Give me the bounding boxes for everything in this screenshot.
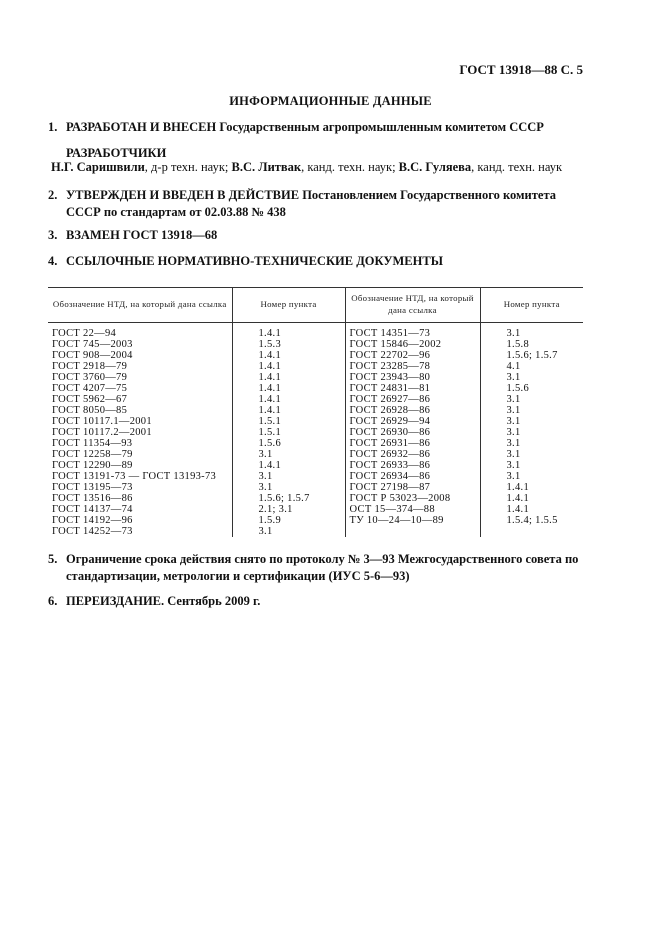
table-cell: 1.4.1 — [232, 323, 345, 340]
table-cell: 2.1; 3.1 — [232, 504, 345, 515]
table-cell: ГОСТ 11354—93 — [52, 438, 133, 449]
table-row — [48, 493, 583, 504]
section-lead: РАЗРАБОТАН И ВНЕСЕН — [66, 120, 217, 134]
developer-name: Н.Г. Саришвили — [51, 160, 145, 174]
section-text: ССЫЛОЧНЫЕ НОРМАТИВНО-ТЕХНИЧЕСКИЕ ДОКУМЕНТЫ — [66, 254, 443, 268]
table-row — [48, 526, 583, 537]
table-row — [48, 449, 583, 460]
table-cell: ГОСТ 745—2003 — [52, 339, 133, 350]
section-1 — [48, 119, 588, 136]
table-cell: ГОСТ 22—94 — [52, 328, 117, 339]
table-cell: ГОСТ 908—2004 — [52, 350, 133, 361]
table-cell: ГОСТ 15846—2002 — [345, 339, 480, 350]
section-text: Ограничение срока действия снято по протоколу № 3—93 Межгосударственного совета по стандартизации, метрологии и сертификации (ИУС 5-6—93) — [66, 552, 579, 583]
table-cell: ГОСТ 26928—86 — [345, 405, 480, 416]
section-text: ПЕРЕИЗДАНИЕ. Сентябрь 2009 г. — [66, 594, 261, 608]
section-number: 6. — [48, 594, 58, 608]
table-cell: ГОСТ 5962—67 — [52, 394, 128, 405]
developers-list — [51, 160, 562, 175]
developer-role: , канд. техн. наук; — [301, 160, 399, 174]
table-cell: 1.4.1 — [480, 482, 583, 493]
table-cell: ГОСТ 26934—86 — [345, 471, 480, 482]
references-table — [48, 287, 583, 537]
table-cell: ГОСТ Р 53023—2008 — [345, 493, 480, 504]
table-cell: 1.5.6 — [480, 383, 583, 394]
table-row — [48, 361, 583, 372]
table-cell: ГОСТ 22702—96 — [345, 350, 480, 361]
table-cell: ГОСТ 26927—86 — [345, 394, 480, 405]
column-header: Номер пункта — [480, 288, 583, 323]
table-cell: ГОСТ 27198—87 — [345, 482, 480, 493]
table-cell: ГОСТ 12258—79 — [52, 449, 133, 460]
table-cell: ГОСТ 3760—79 — [52, 372, 128, 383]
table-cell: 1.5.9 — [232, 515, 345, 526]
table-cell: ГОСТ 14252—73 — [52, 526, 133, 537]
section-text: ВЗАМЕН ГОСТ 13918—68 — [66, 228, 218, 242]
table-cell — [480, 526, 583, 537]
table-row — [48, 372, 583, 383]
table-cell: ГОСТ 2918—79 — [52, 361, 128, 372]
table-cell: 1.4.1 — [232, 350, 345, 361]
section-6 — [48, 593, 588, 610]
table-row — [48, 405, 583, 416]
developers-heading: РАЗРАБОТЧИКИ — [66, 146, 167, 160]
table-row — [48, 515, 583, 526]
table-cell: ГОСТ 13195—73 — [52, 482, 133, 493]
table-row — [48, 460, 583, 471]
table-row — [48, 339, 583, 350]
column-header: Обозначение НТД, на который дана ссылка — [52, 299, 227, 309]
table-header-row — [48, 288, 583, 323]
table-cell: ГОСТ 26931—86 — [345, 438, 480, 449]
section-number: 3. — [48, 228, 58, 242]
table-row — [48, 471, 583, 482]
table-cell: 3.1 — [480, 427, 583, 438]
table-cell: ГОСТ 26930—86 — [345, 427, 480, 438]
table-cell: 1.5.1 — [232, 416, 345, 427]
table-body — [48, 323, 583, 538]
developer-name: В.С. Гуляева — [398, 160, 472, 174]
table-row — [48, 427, 583, 438]
table-cell: 1.4.1 — [232, 372, 345, 383]
section-text: Государственным агропромышленным комитетом СССР — [216, 120, 544, 134]
table-cell: 1.5.6; 1.5.7 — [232, 493, 345, 504]
page-title: ИНФОРМАЦИОННЫЕ ДАННЫЕ — [229, 94, 432, 108]
table-cell: ГОСТ 23285—78 — [345, 361, 480, 372]
table-cell — [345, 526, 480, 537]
table-cell: ОСТ 15—374—88 — [345, 504, 480, 515]
developer-role: , канд. техн. наук — [471, 160, 563, 174]
table-cell: 3.1 — [232, 449, 345, 460]
table-row — [48, 394, 583, 405]
table-cell: ГОСТ 26929—94 — [345, 416, 480, 427]
table-cell: 1.5.4; 1.5.5 — [480, 515, 583, 526]
table-cell: 3.1 — [480, 449, 583, 460]
table-cell: 1.4.1 — [232, 405, 345, 416]
developer-role: , д-р техн. наук; — [144, 160, 232, 174]
table-cell: 1.5.6 — [232, 438, 345, 449]
table-cell: 1.5.1 — [232, 427, 345, 438]
table-cell: 1.4.1 — [480, 504, 583, 515]
section-4 — [48, 253, 588, 270]
table-cell: 3.1 — [480, 372, 583, 383]
table-cell: ГОСТ 24831—81 — [345, 383, 480, 394]
table-cell: 3.1 — [232, 471, 345, 482]
table-cell: ГОСТ 14137—74 — [52, 504, 133, 515]
table-cell: 1.5.3 — [232, 339, 345, 350]
table-cell: ГОСТ 14192—96 — [52, 515, 133, 526]
table-row — [48, 504, 583, 515]
table-cell: ТУ 10—24—10—89 — [345, 515, 480, 526]
table-cell: 1.5.8 — [480, 339, 583, 350]
section-number: 5. — [48, 552, 58, 566]
table-cell: 1.5.6; 1.5.7 — [480, 350, 583, 361]
column-header: Номер пункта — [232, 288, 345, 323]
table-cell: 1.4.1 — [232, 383, 345, 394]
table-cell: 1.4.1 — [480, 493, 583, 504]
table-row — [48, 383, 583, 394]
table-cell: ГОСТ 26933—86 — [345, 460, 480, 471]
table-cell: 3.1 — [480, 460, 583, 471]
table-cell: ГОСТ 14351—73 — [345, 323, 480, 340]
table-row — [48, 416, 583, 427]
table-cell: ГОСТ 12290—89 — [52, 460, 133, 471]
table-cell: 3.1 — [480, 405, 583, 416]
section-number: 4. — [48, 254, 58, 268]
table-row — [48, 323, 583, 340]
table-cell: 3.1 — [480, 471, 583, 482]
section-text: Постановлением Государственного комитета СССР по стандартам от 02.03.88 № 438 — [66, 188, 556, 219]
section-number: 2. — [48, 188, 58, 202]
table-cell: 1.4.1 — [232, 361, 345, 372]
section-5 — [48, 551, 588, 585]
table-cell: ГОСТ 13516—86 — [52, 493, 133, 504]
table-cell: ГОСТ 26932—86 — [345, 449, 480, 460]
table-cell: ГОСТ 10117.2—2001 — [52, 427, 152, 438]
table-row — [48, 482, 583, 493]
section-number: 1. — [48, 120, 58, 134]
document-header: ГОСТ 13918—88 С. 5 — [459, 62, 583, 77]
table-row — [48, 350, 583, 361]
table-cell: ГОСТ 4207—75 — [52, 383, 128, 394]
table-cell: ГОСТ 23943—80 — [345, 372, 480, 383]
section-2 — [48, 187, 588, 221]
developer-name: В.С. Литвак — [231, 160, 302, 174]
table-cell: ГОСТ 13191-73 — ГОСТ 13193-73 — [52, 471, 217, 482]
table-cell: 1.4.1 — [232, 394, 345, 405]
table-cell: ГОСТ 8050—85 — [52, 405, 128, 416]
table-cell: ГОСТ 10117.1—2001 — [52, 416, 152, 427]
table-cell: 3.1 — [232, 482, 345, 493]
table-cell: 3.1 — [480, 416, 583, 427]
table-cell: 4.1 — [480, 361, 583, 372]
table-cell: 1.4.1 — [232, 460, 345, 471]
table-cell: 3.1 — [480, 323, 583, 340]
table-cell: 3.1 — [480, 438, 583, 449]
table-cell: 3.1 — [480, 394, 583, 405]
section-3 — [48, 227, 588, 244]
column-header: Обозначение НТД, на который дана ссылка — [345, 288, 480, 323]
section-lead: УТВЕРЖДЕН И ВВЕДЕН В ДЕЙСТВИЕ — [66, 188, 300, 202]
table-cell: 3.1 — [232, 526, 345, 537]
table-row — [48, 438, 583, 449]
